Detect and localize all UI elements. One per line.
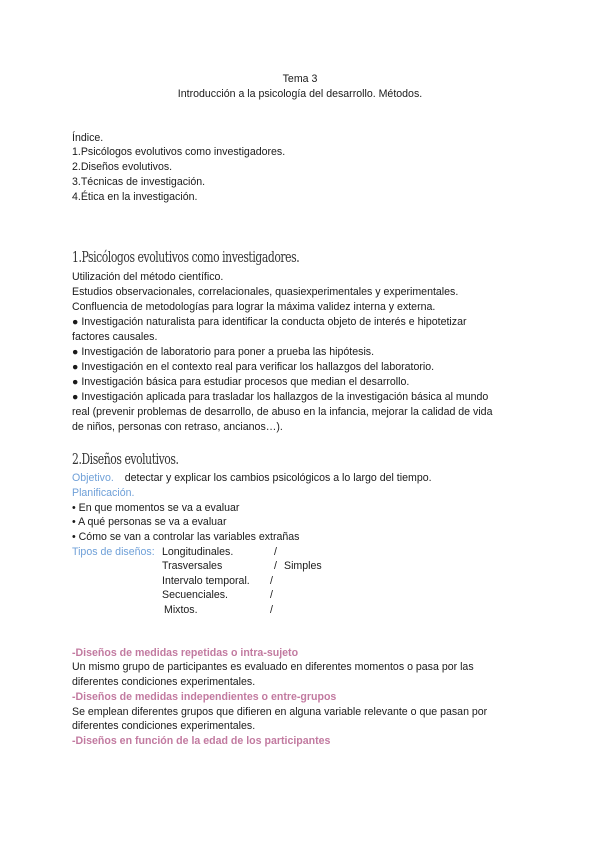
topic-number: Tema 3 <box>282 73 318 85</box>
subsection-line: Un mismo grupo de participantes es evaluado en diferentes momentos o pasa por las <box>72 661 474 673</box>
tipo-name: Longitudinales. <box>162 546 234 558</box>
section-1-line: ● Investigación naturalista para identificar la conducta objeto de interés e hipotetizar <box>72 316 467 328</box>
section-1-line: Utilización del método científico. <box>72 271 224 283</box>
tipo-separator: / <box>270 575 273 587</box>
section-1-line: ● Investigación de laboratorio para poner a prueba las hipótesis. <box>72 346 375 358</box>
index-item: 1.Psicólogos evolutivos como investigadores. <box>72 146 286 158</box>
index-item: 2.Diseños evolutivos. <box>72 161 173 173</box>
subsection-line: diferentes condiciones experimentales. <box>72 676 256 688</box>
tipo-separator: / <box>270 604 273 616</box>
section-1-heading: 1.Psicólogos evolutivos como investigadores. <box>72 248 300 266</box>
section-1-line: ● Investigación aplicada para trasladar los hallazgos de la investigación básica al mundo <box>72 391 489 403</box>
objetivo-label: Objetivo. <box>72 472 114 484</box>
section-2-heading: 2.Diseños evolutivos. <box>72 450 179 468</box>
section-1-line: Confluencia de metodologías para lograr la máxima validez interna y externa. <box>72 301 436 313</box>
tipo-name: Mixtos. <box>164 604 198 616</box>
index-label: Índice. <box>72 132 104 144</box>
section-1-line: Estudios observacionales, correlacionales, quasiexperimentales y experimentales. <box>72 286 459 298</box>
tipo-separator: / <box>274 560 277 572</box>
tipos-label: Tipos de diseños: <box>72 546 155 558</box>
subsection-title: -Diseños en función de la edad de los participantes <box>72 735 331 747</box>
tipo-name: Secuenciales. <box>162 589 228 601</box>
section-1-line: factores causales. <box>72 331 158 343</box>
section-1-line: ● Investigación en el contexto real para verificar los hallazgos del laboratorio. <box>72 361 435 373</box>
planificacion-item: • Cómo se van a controlar las variables extrañas <box>72 531 300 543</box>
tipo-separator: / <box>270 589 273 601</box>
objetivo-row <box>72 471 432 485</box>
tipo-name: Intervalo temporal. <box>162 575 250 587</box>
section-1-line: ● Investigación básica para estudiar procesos que median el desarrollo. <box>72 376 410 388</box>
planificacion-item: • En que momentos se va a evaluar <box>72 502 240 514</box>
subsection-line: diferentes condiciones experimentales. <box>72 720 256 732</box>
tipo-extra: Simples <box>284 560 322 572</box>
document-title: Introducción a la psicología del desarrollo. Métodos. <box>177 88 423 100</box>
subsection-line: Se emplean diferentes grupos que difieren en alguna variable relevante o que pasan por <box>72 706 488 718</box>
index-item: 3.Técnicas de investigación. <box>72 176 206 188</box>
index-item: 4.Ética en la investigación. <box>72 191 198 203</box>
subsection-title: -Diseños de medidas independientes o entre-grupos <box>72 691 337 703</box>
planificacion-item: • A qué personas se va a evaluar <box>72 516 227 528</box>
section-1-line: real (prevenir problemas de desarrollo, de abuso en la infancia, mejorar la calidad de vida <box>72 406 493 418</box>
planificacion-label: Planificación. <box>72 487 135 499</box>
objetivo-text: detectar y explicar los cambios psicológicos a lo largo del tiempo. <box>124 472 432 484</box>
tipo-separator: / <box>274 546 277 558</box>
subsection-title: -Diseños de medidas repetidas o intra-sujeto <box>72 647 299 659</box>
tipo-name: Trasversales <box>162 560 223 572</box>
section-1-line: de niños, personas con retraso, ancianos…). <box>72 421 283 433</box>
